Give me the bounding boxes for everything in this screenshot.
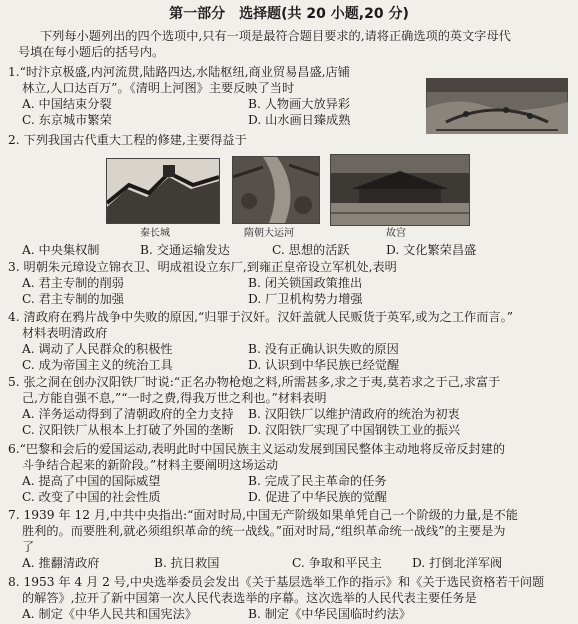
question-5-stem-line-1: 5. 张之洞在创办汉阳铁厂时说:“正名办物枪炮之料,所需甚多,求之于夷,莫若求之于己,求富于 bbox=[8, 375, 501, 389]
question-4 bbox=[8, 309, 570, 373]
question-8 bbox=[8, 574, 570, 622]
question-8-options-row bbox=[8, 606, 570, 622]
option-a[interactable]: A. 制定《中华人民共和国宪法》 bbox=[22, 607, 197, 621]
instructions-line-1: 下列每小题列出的四个选项中,只有一项是最符合题目要求的,请将正确选项的英文字母代 bbox=[40, 29, 511, 43]
question-2 bbox=[8, 132, 570, 148]
option-a[interactable]: A. 中央集权制 bbox=[22, 243, 100, 257]
question-2-options-row bbox=[8, 242, 570, 258]
question-5-options-row-1 bbox=[8, 406, 570, 422]
great-wall-image bbox=[106, 158, 220, 224]
section-title: 第一部分 选择题(共 20 小题,20 分) bbox=[169, 6, 409, 22]
question-1-stem-line-2: 林立,人口达百万”。《清明上河图》主要反映了当时 bbox=[22, 81, 295, 95]
question-4-options-row-2 bbox=[8, 357, 570, 373]
question-7-stem-line-2: 胜利的。而要胜利,就必须组织革命的统一战线。”面对时局,“组织革命统一战线”的主要是为 bbox=[22, 524, 506, 538]
question-6 bbox=[8, 441, 570, 505]
question-3-stem-line-1: 3. 明朝朱元璋设立锦衣卫、明成祖设立东厂,到雍正皇帝设立军机处,表明 bbox=[8, 260, 397, 274]
question-3 bbox=[8, 259, 570, 307]
option-a[interactable]: A. 洋务运动得到了清朝政府的全力支持 bbox=[22, 407, 234, 421]
option-a[interactable]: A. 提高了中国的国际威望 bbox=[22, 474, 161, 488]
option-b[interactable]: B. 交通运输发达 bbox=[140, 243, 230, 257]
option-a[interactable]: A. 调动了人民群众的积极性 bbox=[22, 342, 173, 356]
option-c[interactable]: C. 思想的活跃 bbox=[272, 243, 350, 257]
question-5-stem-line-2: 己,方能自强不息,”“一时之费,得我万世之利也。”材料表明 bbox=[22, 391, 327, 405]
option-b[interactable]: B. 汉阳铁厂以维护清政府的统治为初衷 bbox=[248, 407, 460, 421]
option-b[interactable]: B. 制定《中华民国临时约法》 bbox=[248, 607, 411, 621]
question-5 bbox=[8, 374, 570, 438]
option-d[interactable]: D. 山水画日臻成熟 bbox=[248, 113, 351, 127]
qingming-painting-image bbox=[426, 78, 568, 134]
question-1-stem-line-1: 1.“时汴京极盛,内河流贯,陆路四达,水陆枢纽,商业贸易昌盛,店铺 bbox=[8, 65, 350, 79]
option-d[interactable]: D. 促进了中华民族的觉醒 bbox=[248, 490, 387, 504]
question-6-options-row-1 bbox=[8, 473, 570, 489]
question-6-options-row-2 bbox=[8, 489, 570, 505]
option-a[interactable]: A. 推翻清政府 bbox=[22, 556, 100, 570]
option-c[interactable]: C. 成为帝国主义的统治工具 bbox=[22, 358, 173, 372]
option-c[interactable]: C. 君主专制的加强 bbox=[22, 292, 124, 306]
question-2-stem-line-1: 2. 下列我国古代重大工程的修建,主要得益于 bbox=[8, 133, 247, 147]
instructions-line-2: 号填在每小题后的括号内。 bbox=[18, 45, 165, 59]
option-b[interactable]: B. 抗日救国 bbox=[154, 556, 220, 570]
option-d[interactable]: D. 厂卫机构势力增强 bbox=[248, 292, 363, 306]
question-7-stem-line-1: 7. 1939 年 12 月,中共中央指出:“面对时局,中国无产阶级如果单凭自己一个阶级的力量,是不能 bbox=[8, 508, 518, 522]
question-6-stem-line-1: 6.“巴黎和会后的爱国运动,表明此时中国民族主义运动发展到国民整体主动地将反帝反封建的 bbox=[8, 442, 506, 456]
question-4-stem-line-1: 4. 清政府在鸦片战争中失败的原因,“归罪于汉奸。汉奸盖就人民贩货于英军,或为之工作而言。” bbox=[8, 310, 513, 324]
grand-canal-image bbox=[232, 156, 320, 224]
option-b[interactable]: B. 闭关锁国政策推出 bbox=[248, 276, 363, 290]
option-c[interactable]: C. 争取和平民主 bbox=[292, 556, 382, 570]
forbidden-city-image bbox=[330, 154, 470, 226]
question-5-options-row-2 bbox=[8, 422, 570, 438]
option-b[interactable]: B. 人物画大放异彩 bbox=[248, 97, 351, 111]
option-d[interactable]: D. 打倒北洋军阀 bbox=[412, 556, 503, 570]
question-4-options-row-1 bbox=[8, 341, 570, 357]
option-a[interactable]: A. 君主专制的削弱 bbox=[22, 276, 124, 290]
option-c[interactable]: C. 改变了中国的社会性质 bbox=[22, 490, 161, 504]
option-d[interactable]: D. 认识到中华民族已经觉醒 bbox=[248, 358, 400, 372]
question-3-options-row-2 bbox=[8, 291, 570, 307]
option-c[interactable]: C. 东京城市繁荣 bbox=[22, 113, 112, 127]
question-6-stem-line-2: 斗争结合起来的新阶段。”材料主要阐明这场运动 bbox=[22, 458, 279, 472]
option-c[interactable]: C. 汉阳铁厂从根本上打破了外国的垄断 bbox=[22, 423, 234, 437]
option-d[interactable]: D. 汉阳铁厂实现了中国钢铁工业的振兴 bbox=[248, 423, 461, 437]
section-instructions bbox=[18, 28, 570, 60]
question-7-options-row bbox=[8, 555, 570, 571]
question-8-stem-line-2: 的解答》,拉开了新中国第一次人民代表选举的序幕。这次选举的人民代表主要任务是 bbox=[22, 591, 477, 605]
option-a[interactable]: A. 中国结束分裂 bbox=[22, 97, 112, 111]
question-7-stem-line-3: 了 bbox=[22, 540, 35, 554]
option-b[interactable]: B. 完成了民主革命的任务 bbox=[248, 474, 387, 488]
caption-grand-canal: 隋朝大运河 bbox=[244, 228, 294, 239]
caption-forbidden-city: 故宫 bbox=[386, 228, 406, 239]
question-4-stem-line-2: 材料表明清政府 bbox=[22, 326, 108, 340]
question-2-options bbox=[8, 242, 570, 258]
option-b[interactable]: B. 没有正确认识失败的原因 bbox=[248, 342, 399, 356]
question-2-images bbox=[0, 150, 578, 240]
question-7 bbox=[8, 507, 570, 571]
question-8-stem-line-1: 8. 1953 年 4 月 2 号,中央选举委员会发出《关于基层选举工作的指示》和《关于选民资格若干问题 bbox=[8, 575, 545, 589]
question-3-options-row-1 bbox=[8, 275, 570, 291]
caption-great-wall: 秦长城 bbox=[140, 228, 170, 239]
option-d[interactable]: D. 文化繁荣昌盛 bbox=[386, 243, 477, 257]
